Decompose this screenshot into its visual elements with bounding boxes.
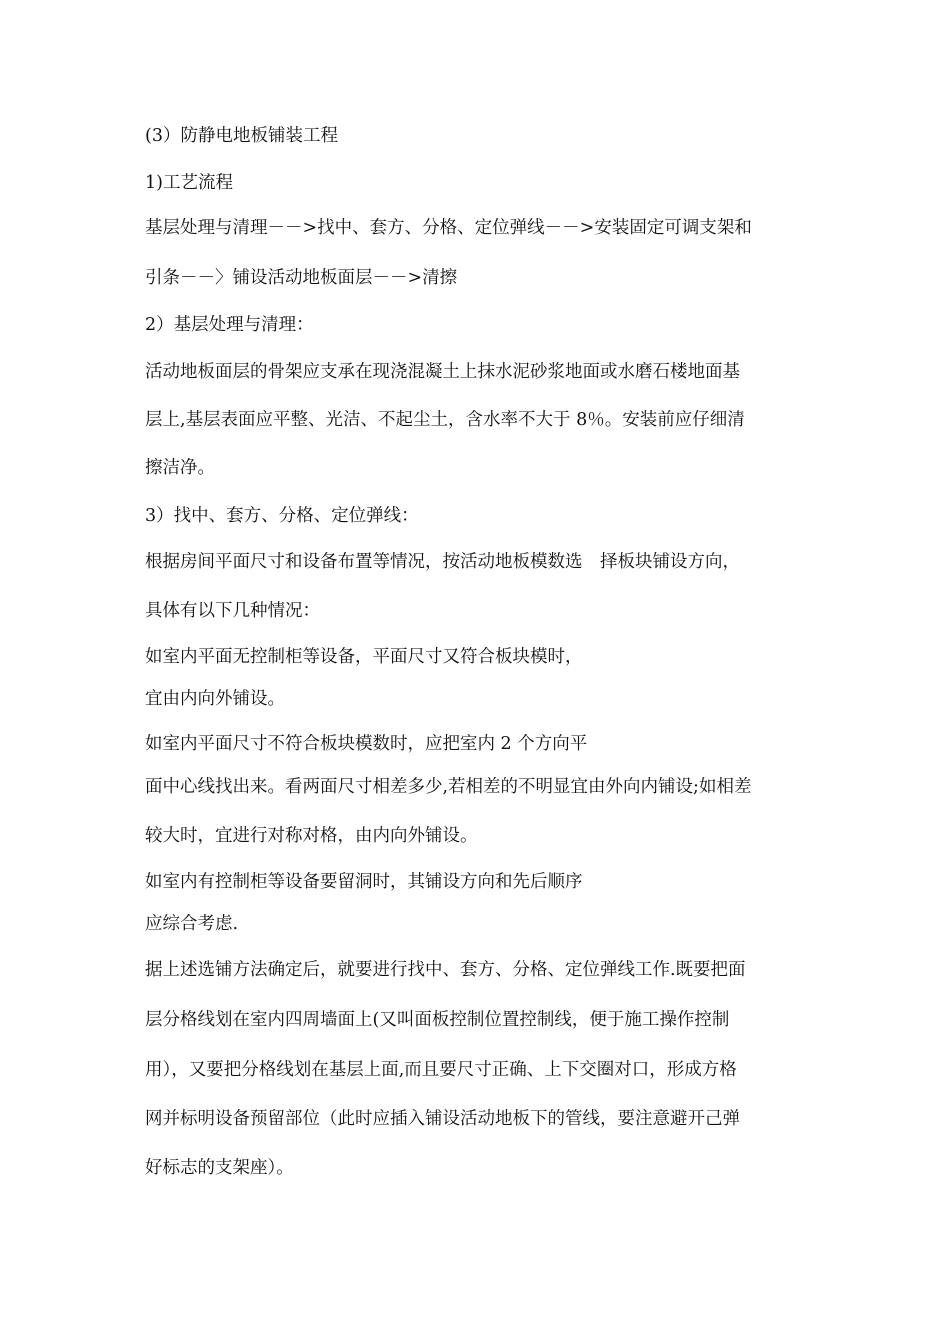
paragraph-line: 面中心线找出来。看两面尺寸相差多少,若相差的不明显宜由外向内铺设;如相差 — [145, 777, 752, 797]
paragraph-line: 层分格线划在室内四周墙面上(又叫面板控制位置控制线，便于施工操作控制 — [145, 1010, 730, 1030]
paragraph-line: 用），又要把分格线划在基层上面,而且要尺寸正确、上下交圈对口，形成方格 — [145, 1060, 737, 1080]
paragraph-line: 根据房间平面尺寸和设备布置等情况，按活动地板模数选 择板块铺设方向， — [145, 552, 740, 572]
paragraph-line: 基层处理与清理－－>找中、套方、分格、定位弹线－－>安装固定可调支架和 — [145, 218, 752, 238]
paragraph-line: 如室内平面尺寸不符合板块模数时，应把室内 2 个方向平 — [145, 734, 588, 754]
paragraph-line: 具体有以下几种情况： — [145, 601, 320, 621]
paragraph-line: 好标志的支架座）。 — [145, 1158, 294, 1178]
subheading-layout-marking: 3）找中、套方、分格、定位弹线： — [145, 506, 419, 526]
subheading-base-treatment: 2）基层处理与清理： — [145, 315, 314, 335]
paragraph-line: 宜由内向外铺设。 — [145, 689, 285, 709]
paragraph-line: 引条－－〉铺设活动地板面层－－>清擦 — [145, 268, 458, 288]
paragraph-line: 活动地板面层的骨架应支承在现浇混凝土上抹水泥砂浆地面或水磨石楼地面基 — [145, 362, 740, 382]
paragraph-line: 如室内平面无控制柜等设备，平面尺寸又符合板块模时， — [145, 647, 583, 667]
paragraph-line: 网并标明设备预留部位（此时应插入铺设活动地板下的管线，要注意避开己弹 — [145, 1109, 740, 1129]
paragraph-line: 擦洁净。 — [145, 458, 215, 478]
paragraph-line: 如室内有控制柜等设备要留洞时，其铺设方向和先后顺序 — [145, 872, 583, 892]
paragraph-line: 较大时，宜进行对称对格，由内向外铺设。 — [145, 826, 478, 846]
paragraph-line: 层上,基层表面应平整、光洁、不起尘土，含水率不大于 8％。安装前应仔细清 — [145, 410, 745, 430]
subheading-process-flow: 1)工艺流程 — [145, 173, 233, 193]
paragraph-line: 应综合考虑. — [145, 914, 239, 934]
paragraph-line: 据上述选铺方法确定后，就要进行找中、套方、分格、定位弹线工作.既要把面 — [145, 960, 746, 980]
section-heading: (3）防静电地板铺装工程 — [145, 126, 338, 146]
